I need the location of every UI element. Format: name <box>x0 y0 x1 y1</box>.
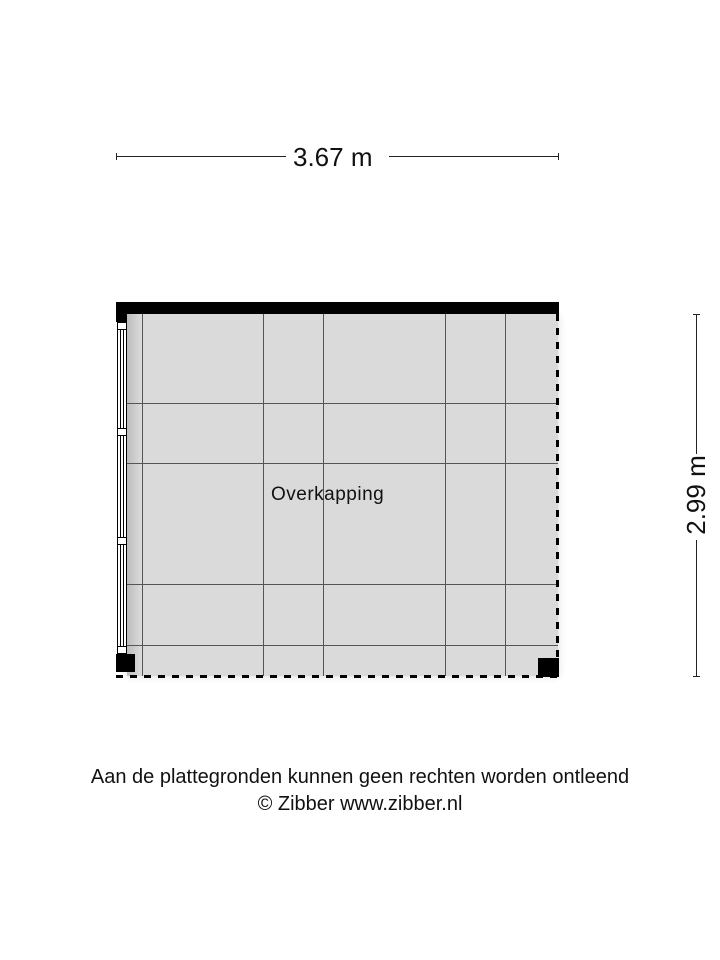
room-wall-shadow <box>127 314 141 676</box>
width-dimension-label: 3.67 m <box>293 142 373 172</box>
tile-grid-line <box>127 645 558 646</box>
width-dimension-line-left <box>116 156 286 157</box>
column-post-bottom-right <box>538 658 559 677</box>
room-label: Overkapping <box>271 484 385 505</box>
wall-corner-top-left <box>116 302 127 322</box>
room-overkapping <box>127 314 558 676</box>
window-frame-bottom <box>117 646 127 654</box>
width-dimension-line-right <box>389 156 559 157</box>
window-mullion <box>117 428 127 436</box>
window-left-wall <box>117 322 127 652</box>
window-frame-top <box>117 322 127 330</box>
disclaimer-text: Aan de plattegronden kunnen geen rechten worden ontleend <box>90 766 630 788</box>
window-mullion <box>117 537 127 545</box>
tile-grid-line <box>127 584 558 585</box>
copyright-text: © Zibber www.zibber.nl <box>257 793 463 815</box>
tile-grid-line <box>263 314 264 676</box>
depth-dimension-label: 2.99 m <box>681 455 711 535</box>
width-dimension-tick-right <box>558 153 559 160</box>
tile-grid-line <box>127 403 558 404</box>
tile-grid-line <box>127 463 558 464</box>
open-side-right <box>556 314 559 676</box>
wall-top <box>116 302 559 314</box>
column-post-bottom-left <box>116 654 135 672</box>
open-side-bottom <box>116 675 558 678</box>
tile-grid-line <box>505 314 506 676</box>
depth-dimension-line-bottom <box>696 540 697 676</box>
tile-grid-line <box>142 314 143 676</box>
depth-dimension-line-top <box>696 314 697 454</box>
depth-dimension-tick-bottom <box>693 676 700 677</box>
tile-grid-line <box>445 314 446 676</box>
